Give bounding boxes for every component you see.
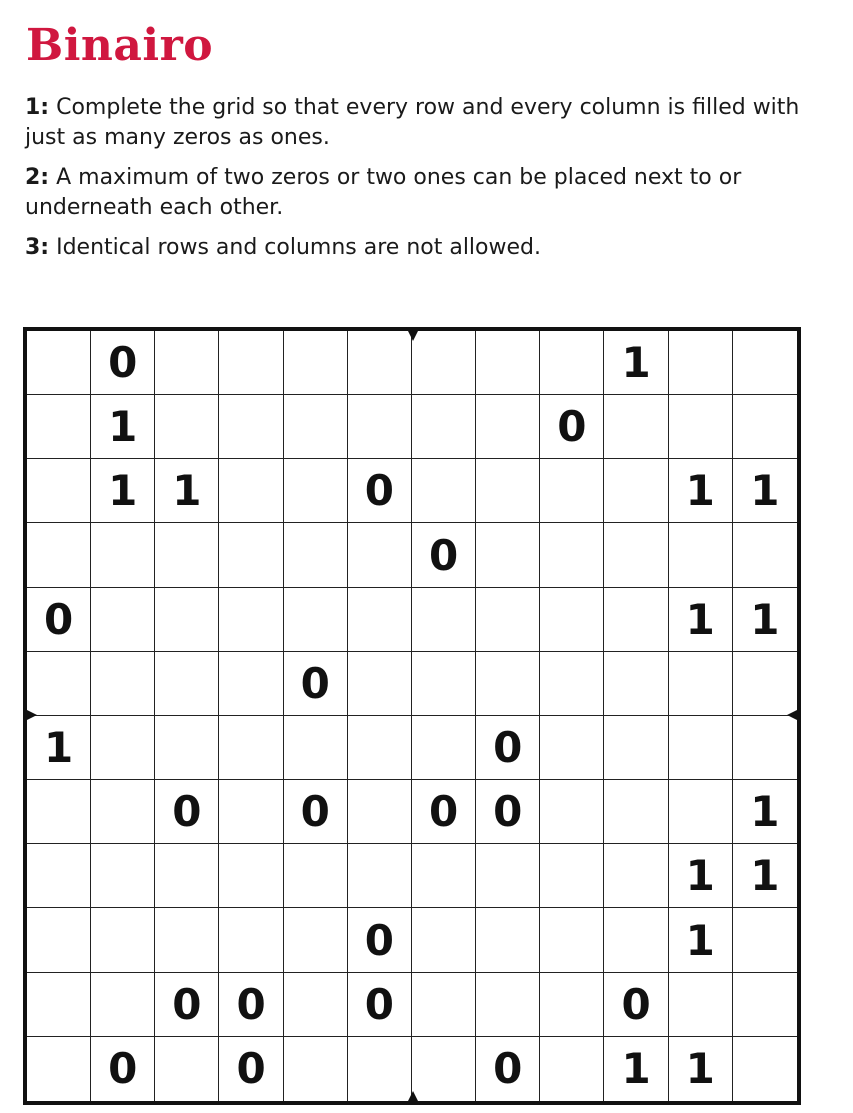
grid-cell-r12-c4[interactable]: 0	[219, 1037, 283, 1101]
grid-cell-r3-c1[interactable]	[27, 459, 91, 523]
grid-cell-r10-c7[interactable]	[412, 908, 476, 972]
grid-cell-r6-c4[interactable]	[219, 652, 283, 716]
grid-cell-r5-c8[interactable]	[476, 588, 540, 652]
grid-cell-r12-c11[interactable]: 1	[669, 1037, 733, 1101]
grid-cell-r5-c1[interactable]: 0	[27, 588, 91, 652]
grid-cell-r3-c5[interactable]	[284, 459, 348, 523]
grid-cell-r4-c5[interactable]	[284, 523, 348, 587]
rule-2-text: A maximum of two zeros or two ones can be placed next to or underneath each other.	[25, 165, 742, 220]
grid-cell-r10-c11[interactable]: 1	[669, 908, 733, 972]
grid-cell-r9-c5[interactable]	[284, 844, 348, 908]
grid-cell-r2-c5[interactable]	[284, 395, 348, 459]
grid-cell-r4-c4[interactable]	[219, 523, 283, 587]
grid-cell-r3-c11[interactable]: 1	[669, 459, 733, 523]
grid-cell-r1-c7[interactable]	[412, 331, 476, 395]
grid-cell-r3-c3[interactable]: 1	[155, 459, 219, 523]
grid-cell-r4-c1[interactable]	[27, 523, 91, 587]
grid-cell-r9-c2[interactable]	[91, 844, 155, 908]
grid-cell-r3-c10[interactable]	[604, 459, 668, 523]
grid-cell-r12-c5[interactable]	[284, 1037, 348, 1101]
grid-cell-r5-c2[interactable]	[91, 588, 155, 652]
grid-cell-r3-c9[interactable]	[540, 459, 604, 523]
grid-cell-r4-c7[interactable]: 0	[412, 523, 476, 587]
grid-cell-r11-c3[interactable]: 0	[155, 973, 219, 1037]
center-marker-bottom-icon	[406, 1091, 420, 1105]
grid-cell-r5-c6[interactable]	[348, 588, 412, 652]
grid-cell-r3-c6[interactable]: 0	[348, 459, 412, 523]
grid-cell-r10-c12[interactable]	[733, 908, 797, 972]
grid-cell-r9-c6[interactable]	[348, 844, 412, 908]
grid-cell-r11-c12[interactable]	[733, 973, 797, 1037]
grid-cell-r9-c3[interactable]	[155, 844, 219, 908]
grid-cell-r3-c4[interactable]	[219, 459, 283, 523]
grid-cell-r8-c7[interactable]: 0	[412, 780, 476, 844]
grid-cell-r2-c6[interactable]	[348, 395, 412, 459]
grid-cell-r2-c7[interactable]	[412, 395, 476, 459]
grid-cell-r7-c8[interactable]: 0	[476, 716, 540, 780]
grid-cell-r3-c12[interactable]: 1	[733, 459, 797, 523]
grid-cell-r1-c12[interactable]	[733, 331, 797, 395]
rule-1-number: 1:	[25, 95, 50, 120]
grid-cell-r11-c1[interactable]	[27, 973, 91, 1037]
grid-cell-r9-c10[interactable]	[604, 844, 668, 908]
grid-cell-r1-c3[interactable]	[155, 331, 219, 395]
grid-cell-r1-c4[interactable]	[219, 331, 283, 395]
grid-cell-r1-c10[interactable]: 1	[604, 331, 668, 395]
grid-cell-r9-c1[interactable]	[27, 844, 91, 908]
grid-cell-r3-c8[interactable]	[476, 459, 540, 523]
grid-cell-r8-c9[interactable]	[540, 780, 604, 844]
grid-cell-r8-c11[interactable]	[669, 780, 733, 844]
grid-cell-r4-c10[interactable]	[604, 523, 668, 587]
grid-cell-r5-c10[interactable]	[604, 588, 668, 652]
grid-cell-r4-c9[interactable]	[540, 523, 604, 587]
rule-3-text: Identical rows and columns are not allowed.	[49, 235, 541, 260]
grid-cell-r9-c9[interactable]	[540, 844, 604, 908]
grid-cell-r8-c1[interactable]	[27, 780, 91, 844]
grid-cell-r11-c6[interactable]: 0	[348, 973, 412, 1037]
grid-cell-r9-c8[interactable]	[476, 844, 540, 908]
grid-cell-r8-c12[interactable]: 1	[733, 780, 797, 844]
grid-cell-r4-c8[interactable]	[476, 523, 540, 587]
rule-2-number: 2:	[25, 165, 50, 190]
grid-cell-r8-c3[interactable]: 0	[155, 780, 219, 844]
grid-cell-r9-c12[interactable]: 1	[733, 844, 797, 908]
grid-cell-r2-c12[interactable]	[733, 395, 797, 459]
grid-cell-r2-c3[interactable]	[155, 395, 219, 459]
grid-cell-r4-c12[interactable]	[733, 523, 797, 587]
grid-cell-r7-c6[interactable]	[348, 716, 412, 780]
grid-cell-r9-c4[interactable]	[219, 844, 283, 908]
center-marker-right-icon	[787, 708, 801, 722]
grid-cell-r10-c10[interactable]	[604, 908, 668, 972]
grid-cell-r6-c2[interactable]	[91, 652, 155, 716]
grid-cell-r7-c7[interactable]	[412, 716, 476, 780]
grid-cell-r7-c11[interactable]	[669, 716, 733, 780]
grid-cell-r5-c12[interactable]: 1	[733, 588, 797, 652]
grid-cell-r7-c2[interactable]	[91, 716, 155, 780]
grid-cell-r7-c12[interactable]	[733, 716, 797, 780]
grid-cell-r11-c8[interactable]	[476, 973, 540, 1037]
grid-cell-r5-c4[interactable]	[219, 588, 283, 652]
grid-cell-r2-c9[interactable]: 0	[540, 395, 604, 459]
grid-cell-r8-c10[interactable]	[604, 780, 668, 844]
grid-cell-r11-c4[interactable]: 0	[219, 973, 283, 1037]
grid-cell-r6-c5[interactable]: 0	[284, 652, 348, 716]
grid-cell-r8-c8[interactable]: 0	[476, 780, 540, 844]
rule-1	[25, 93, 825, 153]
grid-cell-r6-c7[interactable]	[412, 652, 476, 716]
grid-cell-r12-c3[interactable]	[155, 1037, 219, 1101]
grid-cell-r2-c1[interactable]	[27, 395, 91, 459]
center-marker-top-icon	[406, 327, 420, 341]
grid-cell-r1-c9[interactable]	[540, 331, 604, 395]
grid-cell-r11-c11[interactable]	[669, 973, 733, 1037]
grid-cell-r7-c5[interactable]	[284, 716, 348, 780]
grid-cell-r4-c2[interactable]	[91, 523, 155, 587]
grid-cell-r5-c9[interactable]	[540, 588, 604, 652]
grid-cell-r12-c10[interactable]: 1	[604, 1037, 668, 1101]
grid-cell-r6-c3[interactable]	[155, 652, 219, 716]
grid-cell-r10-c5[interactable]	[284, 908, 348, 972]
binairo-grid	[23, 327, 801, 1105]
grid-cell-r2-c10[interactable]	[604, 395, 668, 459]
grid-cell-r5-c5[interactable]	[284, 588, 348, 652]
grid-cell-r9-c7[interactable]	[412, 844, 476, 908]
grid-cell-r12-c6[interactable]	[348, 1037, 412, 1101]
grid-cell-r11-c7[interactable]	[412, 973, 476, 1037]
grid-cell-r7-c1[interactable]: 1	[27, 716, 91, 780]
rule-3	[25, 233, 825, 263]
grid-cell-r1-c6[interactable]	[348, 331, 412, 395]
grid-cell-r10-c4[interactable]	[219, 908, 283, 972]
center-marker-left-icon	[23, 708, 37, 722]
grid-cell-r6-c11[interactable]	[669, 652, 733, 716]
grid-cell-r10-c9[interactable]	[540, 908, 604, 972]
grid-cell-r8-c2[interactable]	[91, 780, 155, 844]
grid-cell-r10-c3[interactable]	[155, 908, 219, 972]
grid-cell-r1-c2[interactable]: 0	[91, 331, 155, 395]
rule-1-text: Complete the grid so that every row and every column is filled with just as many zeros as ones.	[25, 95, 800, 150]
grid-cell-r6-c6[interactable]	[348, 652, 412, 716]
grid-cell-r5-c3[interactable]	[155, 588, 219, 652]
grid-cell-r1-c11[interactable]	[669, 331, 733, 395]
grid-cell-r6-c8[interactable]	[476, 652, 540, 716]
grid-cell-r11-c5[interactable]	[284, 973, 348, 1037]
rule-2	[25, 163, 825, 223]
grid-cell-r7-c4[interactable]	[219, 716, 283, 780]
grid-cell-r11-c10[interactable]: 0	[604, 973, 668, 1037]
grid-cell-r2-c2[interactable]: 1	[91, 395, 155, 459]
rule-3-number: 3:	[25, 235, 50, 260]
grid-cell-r3-c7[interactable]	[412, 459, 476, 523]
grid-cell-r2-c11[interactable]	[669, 395, 733, 459]
grid-cell-r6-c12[interactable]	[733, 652, 797, 716]
grid-cell-r10-c8[interactable]	[476, 908, 540, 972]
grid-cell-r11-c2[interactable]	[91, 973, 155, 1037]
puzzle-title: Binairo	[26, 20, 214, 71]
grid-cell-r7-c3[interactable]	[155, 716, 219, 780]
grid-cell-r12-c1[interactable]	[27, 1037, 91, 1101]
grid-cell-r12-c2[interactable]: 0	[91, 1037, 155, 1101]
grid-cell-r10-c6[interactable]: 0	[348, 908, 412, 972]
grid-cell-r8-c5[interactable]: 0	[284, 780, 348, 844]
grid-cell-r1-c8[interactable]	[476, 331, 540, 395]
grid-cell-r3-c2[interactable]: 1	[91, 459, 155, 523]
grid-cell-r8-c6[interactable]	[348, 780, 412, 844]
grid-cell-r12-c8[interactable]: 0	[476, 1037, 540, 1101]
grid-cell-r1-c5[interactable]	[284, 331, 348, 395]
grid-cell-r10-c1[interactable]	[27, 908, 91, 972]
grid-cell-r10-c2[interactable]	[91, 908, 155, 972]
grid-cell-r6-c1[interactable]	[27, 652, 91, 716]
grid-cell-r4-c11[interactable]	[669, 523, 733, 587]
grid-cell-r1-c1[interactable]	[27, 331, 91, 395]
grid-cell-r11-c9[interactable]	[540, 973, 604, 1037]
grid-cell-r6-c9[interactable]	[540, 652, 604, 716]
grid-cell-r7-c9[interactable]	[540, 716, 604, 780]
grid-cell-r2-c4[interactable]	[219, 395, 283, 459]
grid-cell-r5-c7[interactable]	[412, 588, 476, 652]
grid-cell-r2-c8[interactable]	[476, 395, 540, 459]
grid-cell-r6-c10[interactable]	[604, 652, 668, 716]
grid-cell-r5-c11[interactable]: 1	[669, 588, 733, 652]
grid-cell-r7-c10[interactable]	[604, 716, 668, 780]
grid-cell-r8-c4[interactable]	[219, 780, 283, 844]
grid-cell-r12-c12[interactable]	[733, 1037, 797, 1101]
grid-cell-r4-c6[interactable]	[348, 523, 412, 587]
rules-list	[25, 93, 825, 263]
grid-cell-r12-c7[interactable]	[412, 1037, 476, 1101]
grid-cell-r9-c11[interactable]: 1	[669, 844, 733, 908]
grid-cell-r12-c9[interactable]	[540, 1037, 604, 1101]
grid-cell-r4-c3[interactable]	[155, 523, 219, 587]
